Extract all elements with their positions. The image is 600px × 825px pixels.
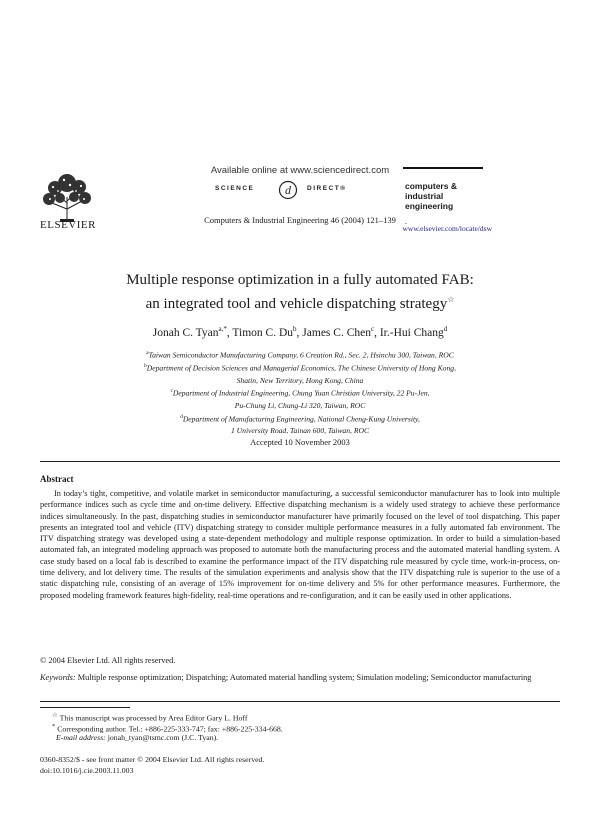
- author-4[interactable]: Ir.-Hui Chang$^d$: [379, 325, 448, 339]
- abstract-bottom-rule: [40, 701, 560, 702]
- abstract-top-rule: [40, 461, 560, 462]
- publisher-logo-text: ELSEVIER: [40, 219, 96, 231]
- sciencedirect-left-text: SCIENCE: [215, 185, 255, 192]
- title-footnote-mark[interactable]: ☆: [447, 295, 455, 304]
- abstract-body: In today’s tight, competitive, and volatile market in semiconductor manufacturing, a successful semiconductor manufacturer has to look into multiple performance indices such as cycle time and on-time delivery. Effective dispatching mechanism is a widely used strategy to achieve these performance indices simultaneously. In the past, dispatching studies in semiconductor manufacturer have primarily focused on the level of tool dispatching. This paper presents an integrated tool and vehicle (ITV) dispatching strategy to consider multiple performance measures in a fully automated fab environment. The ITV dispatching strategy was developed using a state-dependent methodology and multiple response optimization. In order to build a simulation-based automated fab, an integrated modeling approach was proposed to automate both the manufacturing process and the automated material handling system. A case study based on a local fab is described to examine the performance impact of the ITV dispatching rule measured by cycle time, work-in-process, on-time delivery, and lot delivery time. The results of the simulation experiments and analysis show that the ITV dispatching rule is superior to the use of a static dispatching rule, consisting of an average of 15% improvement for on-time delivery and 5% for other performance measures. Furthermore, the proposed modeling framework features high-fidelity, real-time operations and re-configuration, and it can be easily used in other applications.: [40, 489, 560, 600]
- journal-logo-line1: computers &: [405, 181, 457, 191]
- journal-logo-line3: engineering: [405, 201, 454, 211]
- title-line-1: Multiple response optimization in a fully automated FAB:: [126, 272, 474, 288]
- doi-link[interactable]: doi:10.1016/j.cie.2003.11.003: [40, 766, 134, 775]
- sciencedirect-at-icon: [275, 180, 301, 200]
- sciencedirect-logo: [215, 180, 385, 200]
- keywords: [40, 672, 560, 683]
- journal-logo-line2: industrial: [405, 191, 444, 201]
- keywords-list: Multiple response optimization; Dispatching; Automated material handling system; Simulation modeling; Semiconductor manufacturing: [77, 673, 532, 682]
- abstract-copyright: © 2004 Elsevier Ltd. All rights reserved.: [40, 656, 176, 665]
- affiliation-c: $^c$Department of Industrial Engineering, Chung Yuan Christian University, 22 Pu-Jen, Pu-Chung Li, Chung-Li 320, Taiwan, ROC: [170, 388, 430, 410]
- keywords-label: Keywords:: [40, 673, 76, 682]
- footnote-editor: ☆ This manuscript was processed by Area Editor Gary L. Hoff: [52, 712, 248, 723]
- svg-text:d: d: [285, 183, 291, 197]
- abstract-heading: Abstract: [40, 474, 74, 484]
- author-3[interactable]: James C. Chen$^c$,: [302, 325, 380, 339]
- affiliation-b: $^b$Department of Decision Sciences and Managerial Economics, The Chinese University of Hong Kong, Shatin, New Territory, Hong Kong, China: [144, 363, 456, 385]
- author-2[interactable]: Timon C. Du$^b$,: [232, 325, 303, 339]
- article-title: [40, 271, 560, 314]
- journal-url-link[interactable]: www.elsevier.com/locate/dsw: [402, 224, 492, 233]
- issn-line: 0360-8352/$ - see front matter © 2004 Elsevier Ltd. All rights reserved.: [40, 755, 265, 764]
- journal-reference: Computers & Industrial Engineering 46 (2004) 121–139: [204, 215, 396, 225]
- sciencedirect-right-text: DIRECT®: [307, 185, 347, 192]
- author-1[interactable]: Jonah C. Tyan$^{a,*}$,: [152, 325, 233, 339]
- affiliation-list: [60, 348, 540, 437]
- footnote-corresponding: * Corresponding author. Tel.: +886-225-333-747; fax: +886-225-334-668.: [52, 723, 283, 734]
- available-online-text: Available online at www.sciencedirect.com: [210, 165, 390, 176]
- journal-logo-dot: .: [405, 217, 407, 226]
- author-list: [40, 325, 560, 339]
- journal-logo-bar: [403, 167, 483, 169]
- title-line-2: an integrated tool and vehicle dispatching strategy: [145, 296, 448, 312]
- email-link[interactable]: jonah_tyan@tsmc.com (J.C. Tyan).: [107, 733, 219, 742]
- accepted-date: Accepted 10 November 2003: [250, 437, 350, 447]
- affiliation-d: $^d$Department of Manufacturing Engineering, National Cheng-Kung University, 1 University Road, Tainan 600, Taiwan, ROC: [180, 413, 420, 435]
- journal-logo: [405, 181, 485, 211]
- affiliation-a: $^a$Taiwan Semiconductor Manufacturing Company, 6 Creation Rd., Sec. 2, Hsinchu 300, Taiwan, ROC: [146, 350, 454, 360]
- footnote-rule: [40, 707, 130, 708]
- footnote-email: E-mail address: jonah_tyan@tsmc.com (J.C. Tyan).: [56, 733, 219, 742]
